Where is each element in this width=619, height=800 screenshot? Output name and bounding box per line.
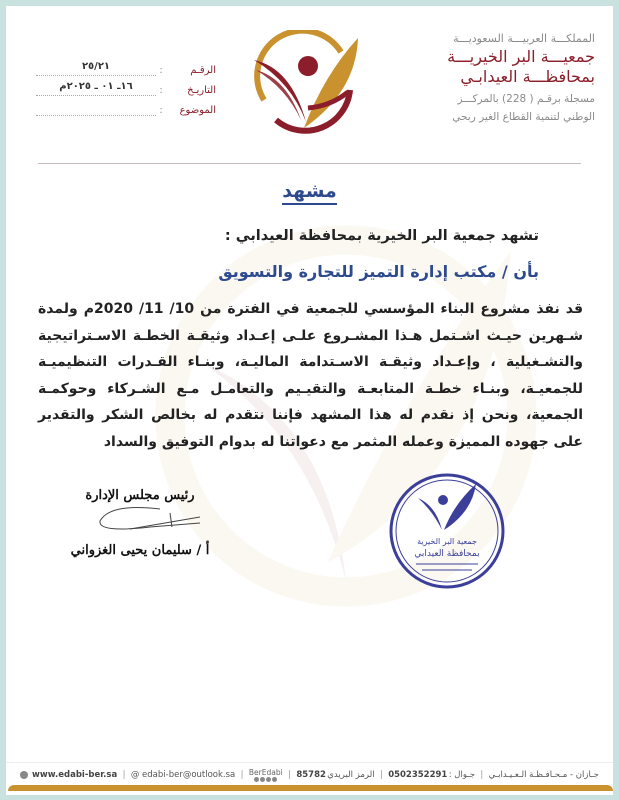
number-label: الرقـم bbox=[190, 65, 216, 76]
address: جـازان - مـحـافـظـة الـعـيـدابـي bbox=[488, 770, 599, 780]
email-link[interactable]: @ edabi-ber@outlook.sa bbox=[130, 770, 236, 780]
date-value: ١٦ـ ٠١ ـ ٢٠٢٥م bbox=[36, 81, 156, 96]
witness-line: تشهد جمعية البر الخيرية بمحافظة العيدابي : bbox=[224, 228, 539, 244]
footer-divider bbox=[6, 762, 613, 763]
footer-gold-bar bbox=[8, 785, 613, 791]
registration-text: مسجلة برقـم ( 228) بالمركـــز bbox=[457, 93, 595, 105]
colon: : bbox=[159, 105, 163, 116]
separator: | bbox=[379, 770, 383, 780]
official-stamp bbox=[388, 472, 506, 590]
instagram-icon[interactable] bbox=[266, 777, 271, 782]
kingdom-name: المملكـــة العربيـــة السعوديـــة bbox=[453, 32, 595, 45]
org-name-line2: بمحافظـــة العيدابـي bbox=[460, 67, 595, 86]
facebook-icon[interactable] bbox=[260, 777, 265, 782]
separator: | bbox=[288, 770, 291, 780]
social-handle[interactable]: BerEdabi bbox=[248, 767, 283, 777]
postal-label: الرمز البريدي bbox=[327, 770, 375, 780]
stamp-text-1: جمعية البر الخيرية bbox=[417, 537, 477, 546]
recipient-line: بأن / مكتب إدارة التميز للتجارة والتسويق bbox=[218, 262, 539, 281]
meta-number-row bbox=[36, 56, 216, 76]
signer-name: أ / سليمان يحيى الغزواني bbox=[70, 543, 210, 558]
website-link[interactable]: www.edabi-ber.sa bbox=[32, 770, 118, 780]
center-text: الوطني لتنمية القطاع الغير ربحي bbox=[452, 111, 595, 123]
subject-label: الموضوع bbox=[179, 105, 216, 116]
separator: | bbox=[240, 770, 244, 780]
date-label: التاريـخ bbox=[187, 85, 216, 96]
separator: | bbox=[122, 770, 126, 780]
meta-date-row bbox=[36, 76, 216, 96]
signature-block bbox=[50, 488, 230, 558]
mobile-label: جـوال : bbox=[448, 770, 475, 780]
letter-page bbox=[6, 6, 613, 795]
body-paragraph: قد نفذ مشروع البناء المؤسسي للجمعية في الفترة من 10/ 11/ 2020م ولمدة شـهرين حيـث اشـتمل هـذا المشـروع علـى إعـداد وثيقـة الخطـة الاسـتراتيجية والتشـغيلية ، وإعـداد وثيقـة الاسـتدامة الماليـة، وبنـاء القـدرات التنظيميـة للجمعيـة، وبنـاء خطـة المتابعـة والتقيـيم والتعامـل مـع الشـركاء وحوكمـة الجمعية، ونحن إذ نقدم له هذا المشهد فإننا نتقدم له بخالص الشكر والتقدير على جهوده المميزة وعمله المثمر مع دعواتنا له بدوام التوفيق والسداد bbox=[38, 301, 583, 450]
signature-scribble bbox=[50, 503, 230, 539]
document-title bbox=[6, 180, 613, 202]
twitter-icon[interactable] bbox=[254, 777, 259, 782]
document-meta bbox=[36, 56, 216, 116]
footer-contact bbox=[20, 768, 599, 782]
website-item[interactable] bbox=[20, 770, 117, 780]
stamp-text-2: بمحافظة العيدابي bbox=[414, 549, 480, 559]
header-divider bbox=[38, 163, 581, 164]
subject-value bbox=[36, 101, 156, 116]
org-logo-icon bbox=[246, 30, 366, 140]
globe-icon bbox=[20, 771, 28, 779]
social-block[interactable] bbox=[249, 769, 283, 782]
signer-role: رئيس مجلس الإدارة bbox=[85, 488, 195, 503]
youtube-icon[interactable] bbox=[272, 777, 277, 782]
colon: : bbox=[159, 65, 163, 76]
org-name-line1: جمعيـــة البر الخيريـــة bbox=[447, 47, 595, 66]
title-text: مشهد bbox=[282, 180, 337, 205]
number-value: ٢٥/٢١ bbox=[36, 61, 156, 76]
meta-subject-row bbox=[36, 96, 216, 116]
postal-code: 85782 bbox=[296, 770, 326, 780]
separator: | bbox=[480, 770, 484, 780]
colon: : bbox=[159, 85, 163, 96]
org-header bbox=[395, 22, 595, 123]
mobile-number[interactable]: 0502352291 bbox=[388, 770, 448, 780]
